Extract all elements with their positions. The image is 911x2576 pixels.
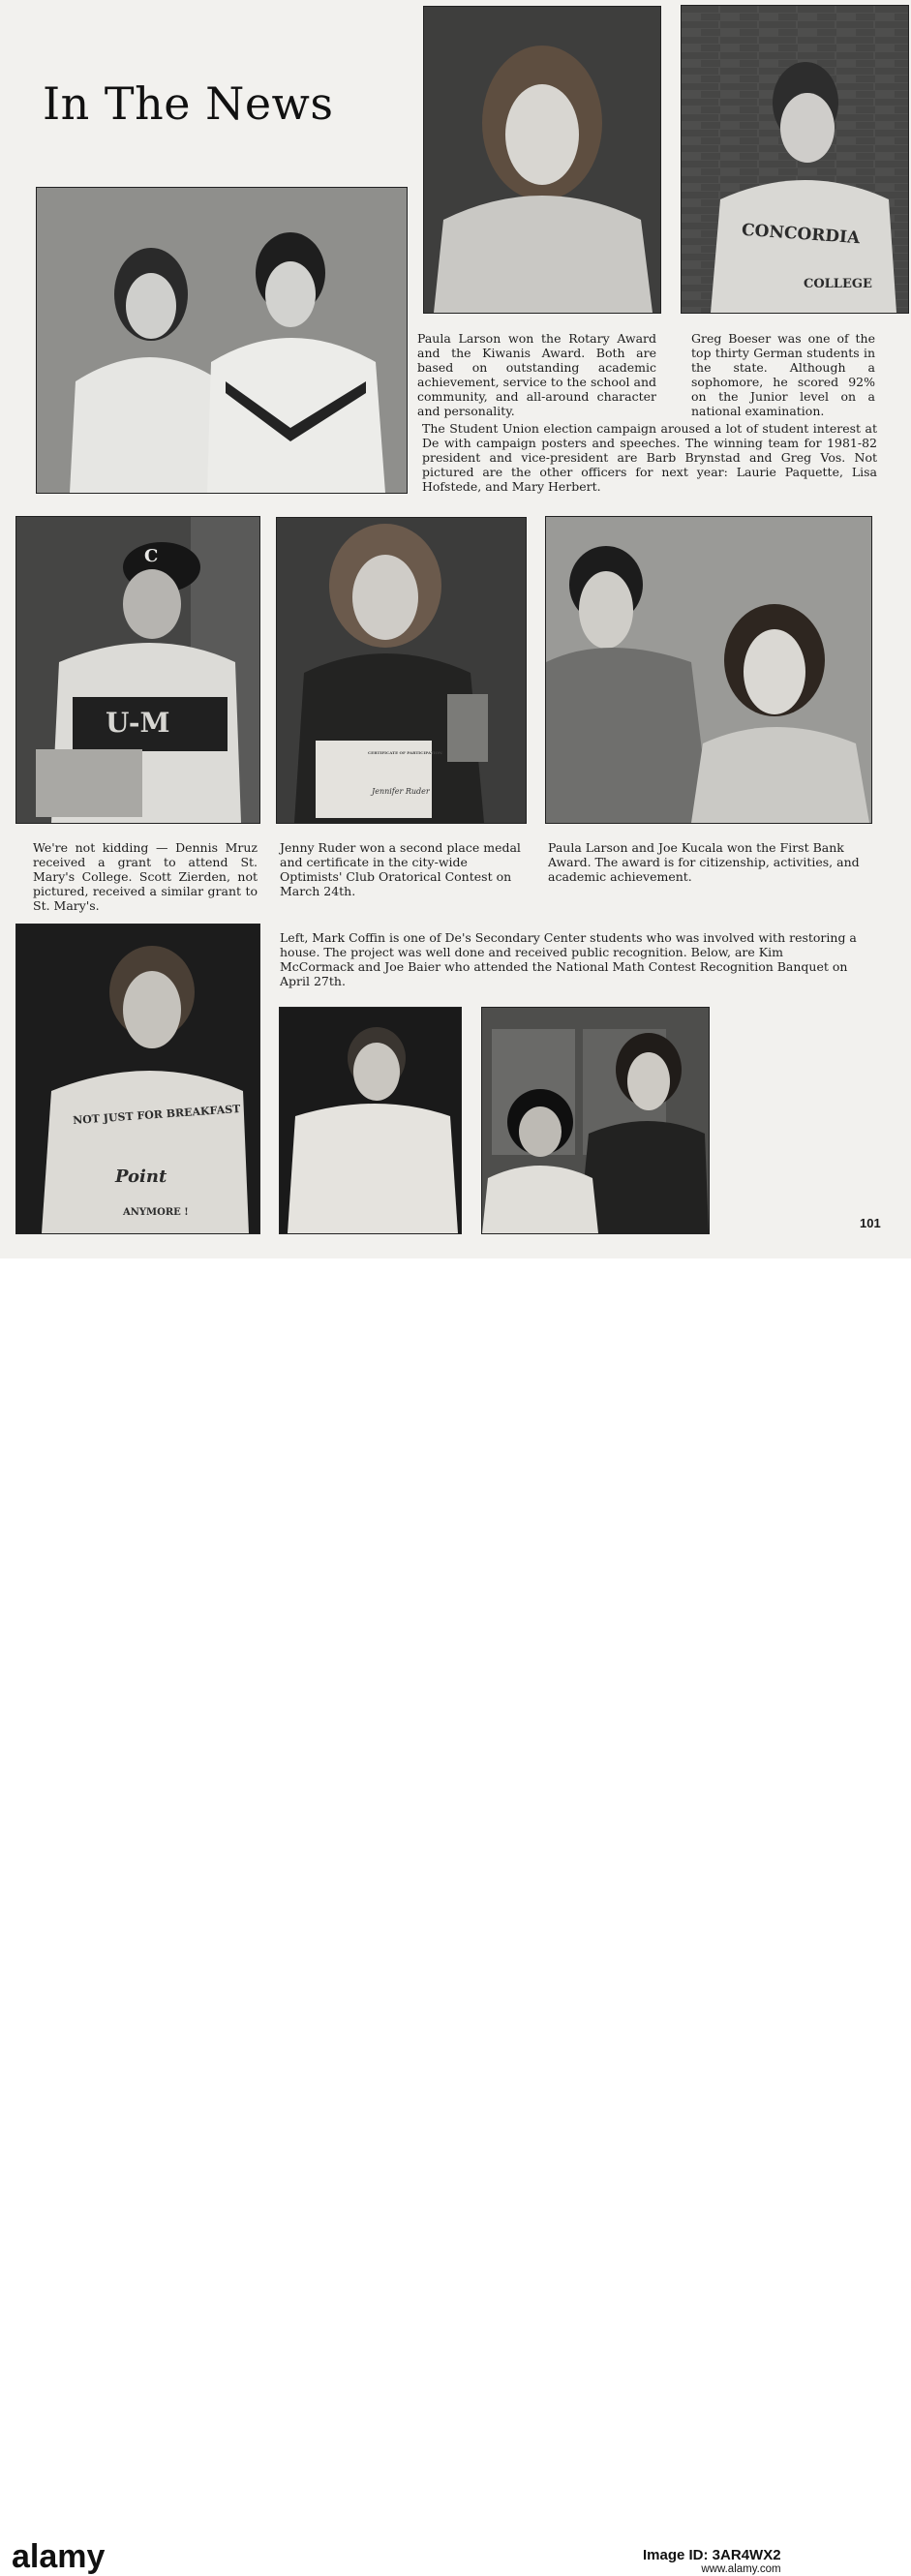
alamy-logo: alamy (12, 2538, 106, 2575)
photo-joe-baier (279, 1007, 462, 1234)
caption-student-union: The Student Union election campaign aroused a lot of student interest at De with campaign posters and speeches. The winning team for 1981-82 president and vice-president are Barb Brynstad and Greg Vos. Not pictured are the other officers for next year: Laurie Paquette, Lisa Hofstede, and Mary Herbert. (422, 421, 877, 494)
caption-mark-coffin: Left, Mark Coffin is one of De's Secondary Center students who was involved with restoring a house. The project was well done and received public recognition. Below, are Kim McCormack and Joe Baier who attended the National Math Contest Recognition Banquet on April 27th. (280, 930, 857, 988)
photo-first-bank-winners (545, 516, 872, 824)
photo-student-union-winners (36, 187, 408, 494)
cap-letter: C (144, 546, 159, 566)
stock-footer (0, 1258, 911, 2575)
page-number: 101 (860, 1216, 881, 1230)
tshirt-line-2: Point (115, 1167, 167, 1187)
photo-mark-coffin (15, 924, 260, 1234)
college-shirt-text: COLLEGE (804, 277, 872, 291)
page-title: In The News (43, 77, 334, 130)
caption-greg-boeser: Greg Boeser was one of the top thirty German students in the state. Although a sophomore, he scored 92% on the Junior level on a national examination. (691, 331, 875, 418)
photo-greg-boeser (681, 5, 909, 314)
site-url[interactable]: www.alamy.com (701, 2563, 781, 2575)
tshirt-line-3: ANYMORE ! (123, 1207, 189, 1218)
tshirt-line-1: NOT JUST FOR BREAKFAST (72, 1102, 241, 1128)
stock-image-info (643, 2549, 781, 2576)
certificate-heading: CERTIFICATE OF PARTICIPATION (368, 750, 442, 755)
caption-paula-larson: Paula Larson won the Rotary Award and the Kiwanis Award. Both are based on outstanding academic achievement, service to the school and community, and all-around character and personality. (417, 331, 656, 418)
photo-paula-larson (423, 6, 661, 314)
caption-jenny-ruder: Jenny Ruder won a second place medal and certificate in the city-wide Optimists' Club Oratorical Contest on March 24th. (280, 840, 521, 898)
image-id: Image ID: 3AR4WX2 (643, 2547, 781, 2563)
photo-dennis-mruz (15, 516, 260, 824)
caption-first-bank: Paula Larson and Joe Kucala won the First Bank Award. The award is for citizenship, activities, and academic achievement. (548, 840, 860, 884)
certificate-name: Jennifer Ruder (372, 787, 430, 796)
yearbook-page (0, 0, 911, 1258)
photo-kim-mccormack (481, 1007, 710, 1234)
concordia-shirt-text: CONCORDIA (741, 220, 861, 249)
caption-dennis-mruz: We're not kidding — Dennis Mruz received a grant to attend St. Mary's College. Scott Zierden, not pictured, received a similar grant to St. Mary's. (33, 840, 258, 913)
um-shirt-text: U-M (106, 707, 170, 739)
photo-jenny-ruder (276, 517, 527, 824)
